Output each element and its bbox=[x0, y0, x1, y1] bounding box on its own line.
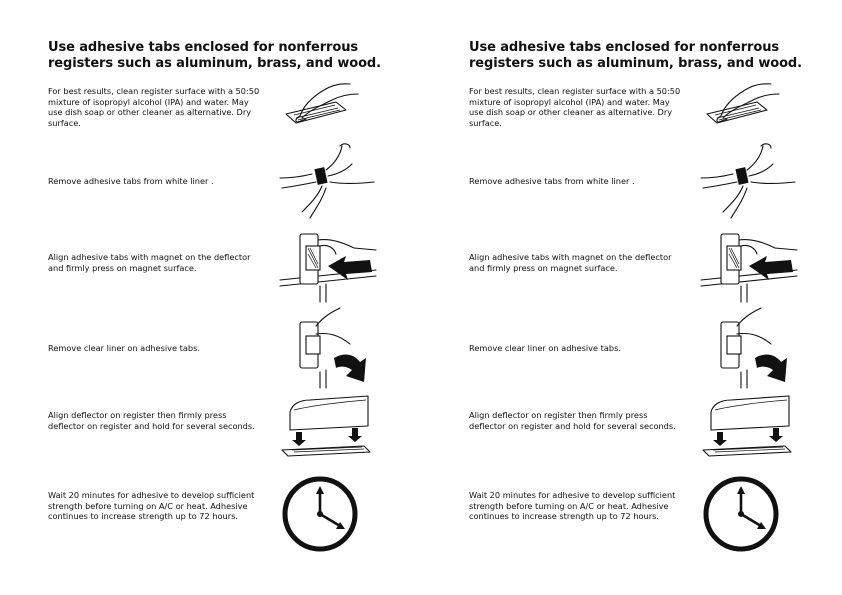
hands-peeling-tab-icon bbox=[280, 138, 376, 220]
instructions-panel-left bbox=[48, 0, 388, 595]
hand-wiping-register-icon bbox=[280, 80, 360, 132]
hands-peeling-tab-icon bbox=[701, 138, 797, 220]
panel-title: Use adhesive tabs enclosed for nonferrous registers such as aluminum, brass, and wood. bbox=[469, 40, 802, 71]
step-1-text: For best results, clean register surface with a 50:50 mixture of isopropyl alcohol (IPA) and water. May use dish soap or other cleaner as alternative. Dry surface. bbox=[469, 86, 681, 128]
deflector-on-register-icon bbox=[701, 394, 797, 462]
step-2-text: Remove adhesive tabs from white liner . bbox=[48, 176, 214, 186]
press-tab-on-magnet-icon bbox=[280, 220, 376, 302]
panel-title: Use adhesive tabs enclosed for nonferrous registers such as aluminum, brass, and wood. bbox=[48, 40, 381, 71]
clock-icon bbox=[280, 474, 360, 554]
peel-clear-liner-icon bbox=[701, 306, 797, 388]
step-1-text: For best results, clean register surface with a 50:50 mixture of isopropyl alcohol (IPA) and water. May use dish soap or other cleaner as alternative. Dry surface. bbox=[48, 86, 260, 128]
clock-icon bbox=[701, 474, 781, 554]
press-tab-on-magnet-icon bbox=[701, 220, 797, 302]
hand-wiping-register-icon bbox=[701, 80, 781, 132]
step-6-text: Wait 20 minutes for adhesive to develop sufficient strength before turning on A/C or heat. Adhesive continues to increase strength up to 72 hours. bbox=[469, 490, 676, 522]
step-4-text: Remove clear liner on adhesive tabs. bbox=[48, 343, 200, 353]
step-5-text: Align deflector on register then firmly press deflector on register and hold for several seconds. bbox=[48, 410, 255, 431]
step-5-text: Align deflector on register then firmly press deflector on register and hold for several seconds. bbox=[469, 410, 676, 431]
step-3-text: Align adhesive tabs with magnet on the deflector and firmly press on magnet surface. bbox=[469, 252, 672, 273]
step-4-text: Remove clear liner on adhesive tabs. bbox=[469, 343, 621, 353]
step-3-text: Align adhesive tabs with magnet on the deflector and firmly press on magnet surface. bbox=[48, 252, 251, 273]
deflector-on-register-icon bbox=[280, 394, 376, 462]
instructions-panel-right bbox=[469, 0, 809, 595]
step-2-text: Remove adhesive tabs from white liner . bbox=[469, 176, 635, 186]
peel-clear-liner-icon bbox=[280, 306, 376, 388]
step-6-text: Wait 20 minutes for adhesive to develop sufficient strength before turning on A/C or heat. Adhesive continues to increase strength up to 72 hours. bbox=[48, 490, 255, 522]
